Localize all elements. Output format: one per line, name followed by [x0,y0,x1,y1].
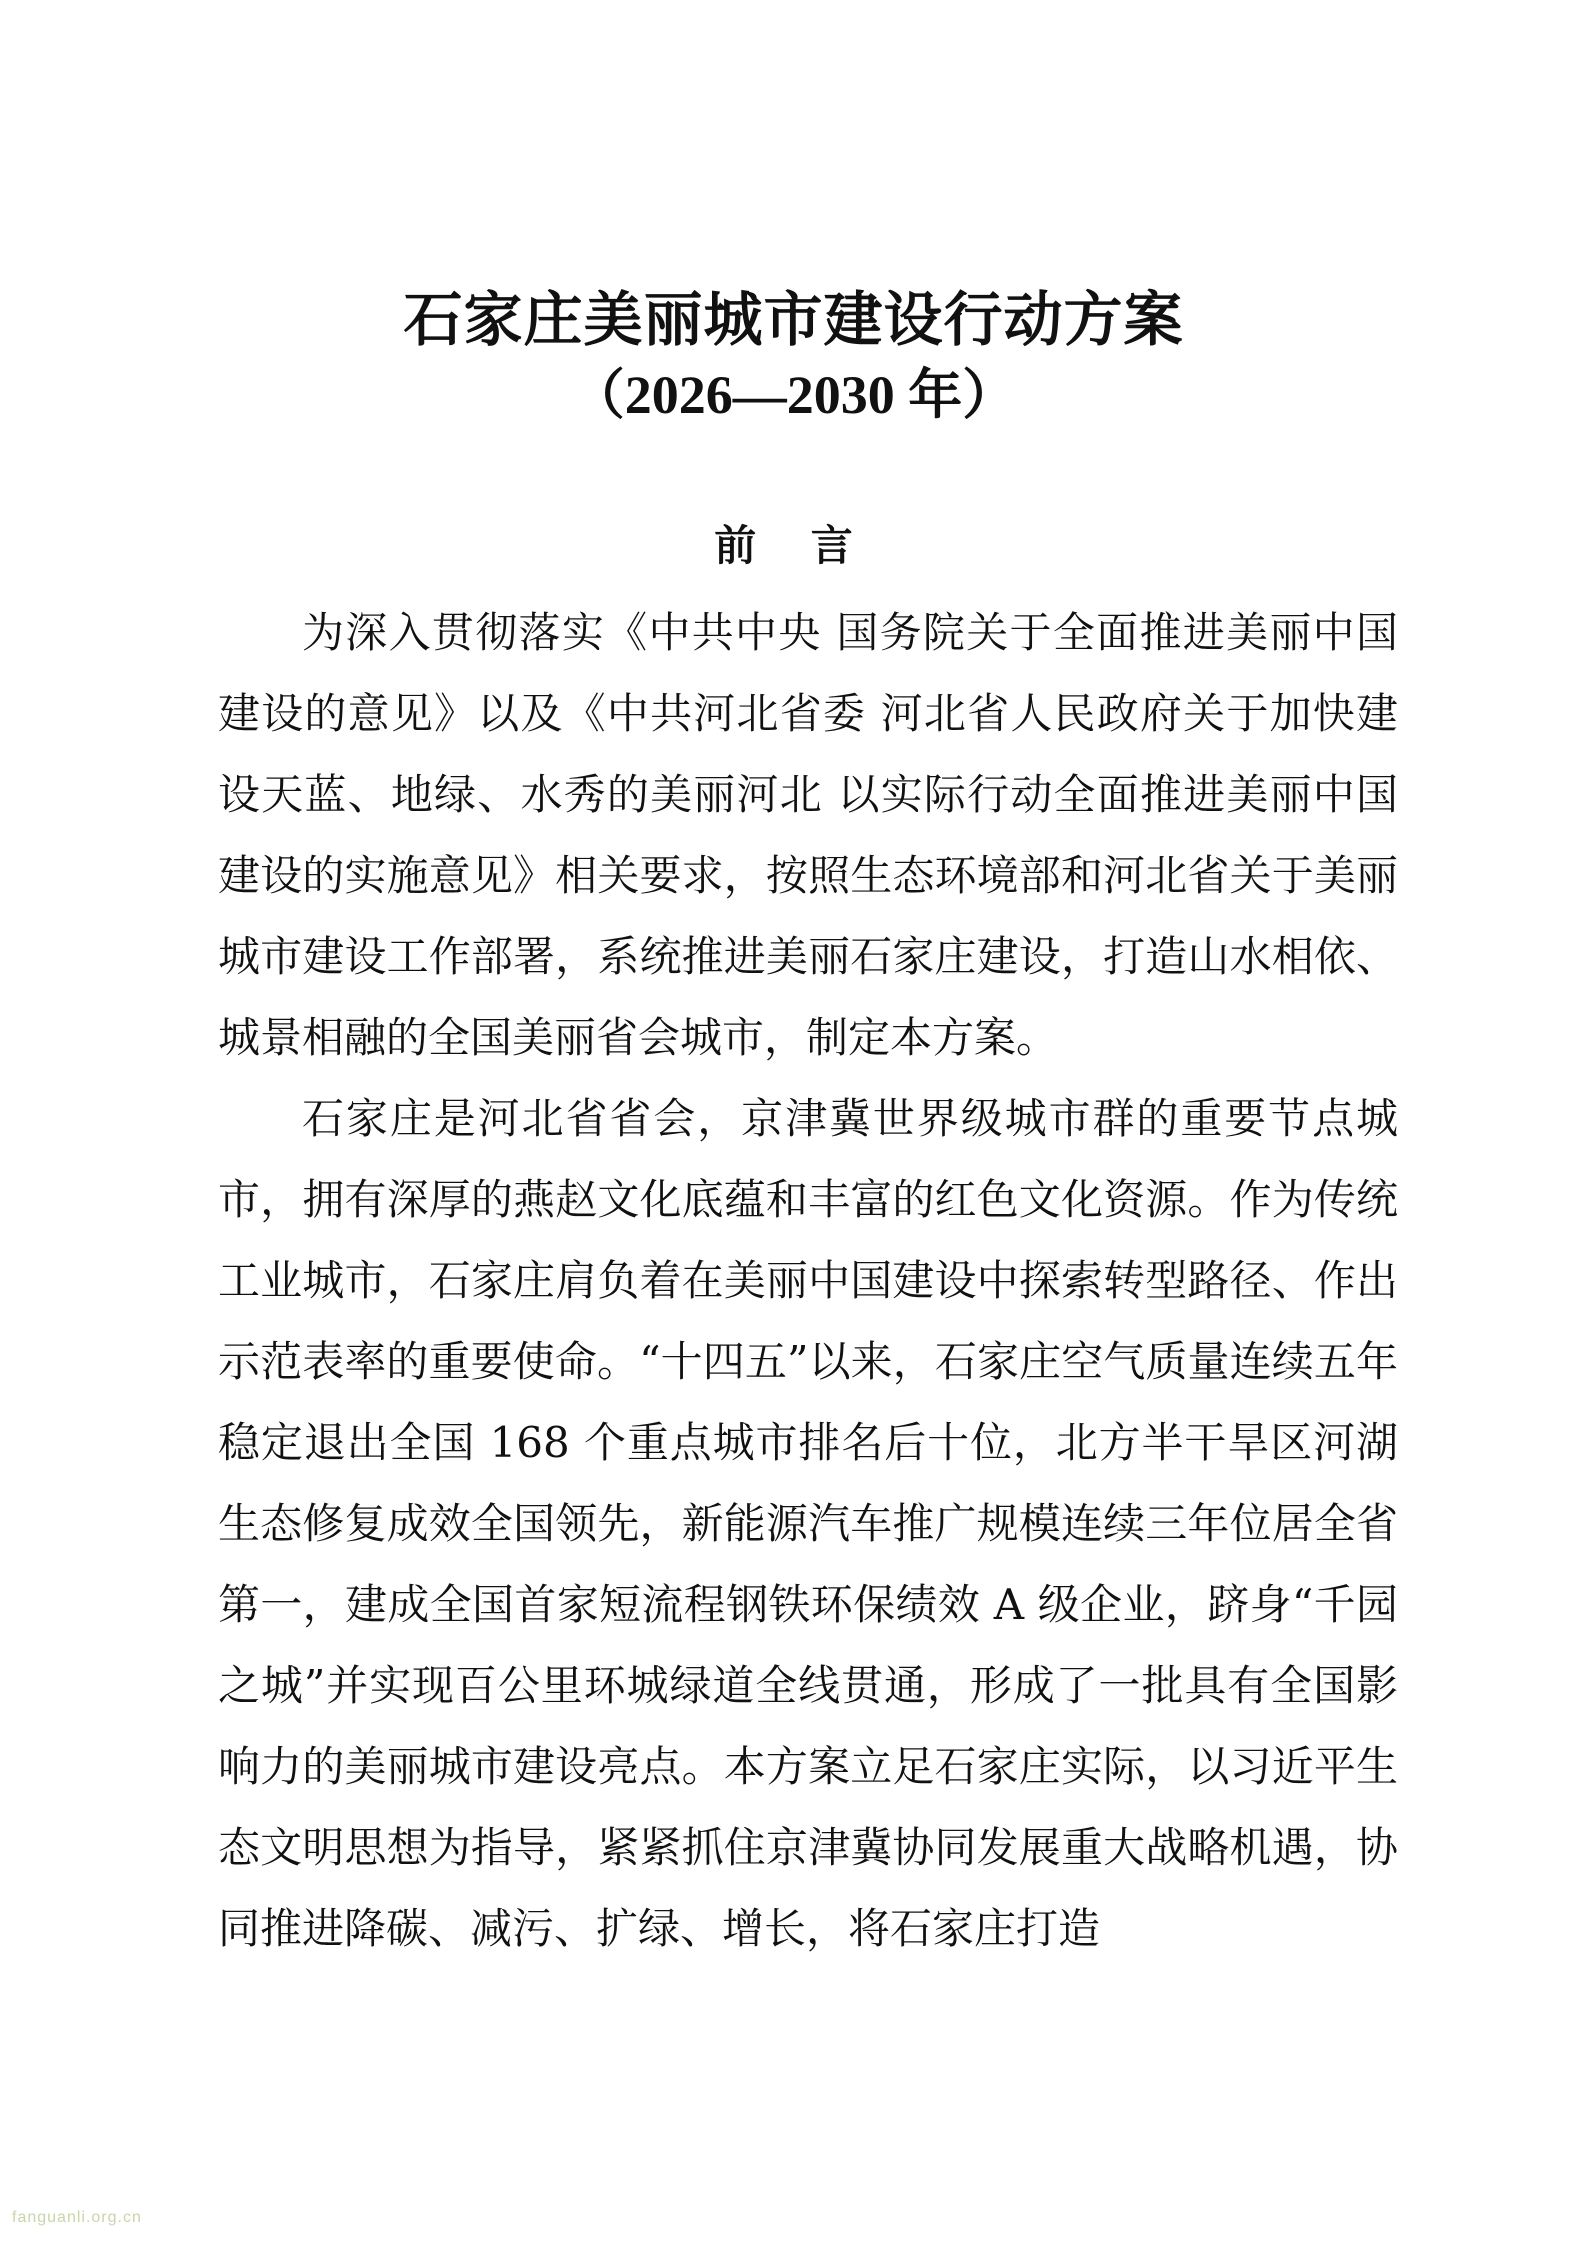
paragraph: 石家庄是河北省省会，京津冀世界级城市群的重要节点城市，拥有深厚的燕赵文化底蕴和丰富的红色文化资源。作为传统工业城市，石家庄肩负着在美丽中国建设中探索转型路径、作出示范表率的重要使命。“十四五”以来，石家庄空气质量连续五年稳定退出全国 168 个重点城市排名后十位，北方半干旱区河湖生态修复成效全国领先，新能源汽车推广规模连续三年位居全省第一，建成全国首家短流程钢铁环保绩效 A 级企业，跻身“千园之城”并实现百公里环城绿道全线贯通，形成了一批具有全国影响力的美丽城市建设亮点。本方案立足石家庄实际，以习近平生态文明思想为指导，紧紧抓住京津冀协同发展重大战略机遇，协同推进降碳、减污、扩绿、增长，将石家庄打造 [218,1094,1398,1953]
document-body [218,592,1398,1969]
paragraph: 为深入贯彻落实《中共中央 国务院关于全面推进美丽中国建设的意见》以及《中共河北省委 河北省人民政府关于加快建设天蓝、地绿、水秀的美丽河北 以实际行动全面推进美丽中国建设的实施意见》相关要求，按照生态环境部和河北省关于美丽城市建设工作部署，系统推进美丽石家庄建设，打造山水相依、城景相融的全国美丽省会城市，制定本方案。 [218,608,1398,1062]
watermark-text: fanguanli.org.cn [12,2209,142,2226]
section-heading: 前 言 [714,521,873,570]
document-title: 石家庄美丽城市建设行动方案 [403,285,1184,354]
document-subtitle: （2026—2030 年） [570,365,1017,425]
